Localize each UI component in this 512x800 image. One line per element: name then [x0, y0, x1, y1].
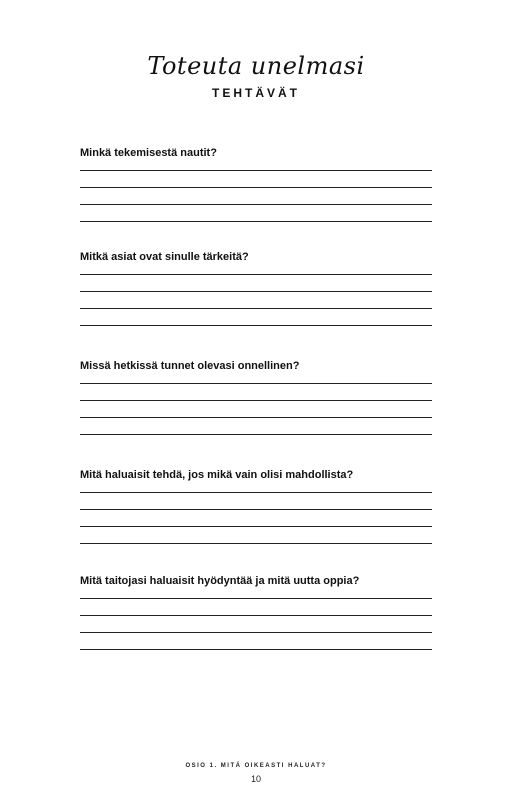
answer-lines	[80, 383, 432, 435]
question-text: Mitkä asiat ovat sinulle tärkeitä?	[80, 251, 249, 263]
question-section-2	[80, 250, 432, 342]
answer-line[interactable]	[80, 187, 432, 188]
question-text: Minkä tekemisestä nautit?	[80, 147, 217, 159]
question-text: Mitä taitojasi haluaisit hyödyntää ja mitä uutta oppia?	[80, 575, 360, 587]
answer-line[interactable]	[80, 649, 432, 650]
answer-line[interactable]	[80, 308, 432, 309]
answer-line[interactable]	[80, 615, 432, 616]
page-subtitle: TEHTÄVÄT	[212, 86, 300, 100]
answer-line[interactable]	[80, 509, 432, 510]
question-section-4	[80, 468, 432, 560]
question-text: Missä hetkissä tunnet olevasi onnellinen?	[80, 360, 300, 372]
footer-section-label: OSIO 1. MITÄ OIKEASTI HALUAT?	[185, 763, 327, 769]
answer-lines	[80, 274, 432, 326]
answer-line[interactable]	[80, 632, 432, 633]
answer-line[interactable]	[80, 383, 432, 384]
answer-lines	[80, 170, 432, 222]
answer-line[interactable]	[80, 291, 432, 292]
answer-line[interactable]	[80, 543, 432, 544]
page-title: Toteuta unelmasi	[147, 52, 365, 80]
answer-line[interactable]	[80, 598, 432, 599]
page-number: 10	[250, 774, 261, 784]
question-section-5	[80, 574, 432, 666]
answer-lines	[80, 598, 432, 650]
answer-line[interactable]	[80, 417, 432, 418]
answer-line[interactable]	[80, 325, 432, 326]
answer-line[interactable]	[80, 204, 432, 205]
answer-line[interactable]	[80, 274, 432, 275]
answer-lines	[80, 492, 432, 544]
answer-line[interactable]	[80, 526, 432, 527]
question-text: Mitä haluaisit tehdä, jos mikä vain olisi mahdollista?	[80, 469, 354, 481]
answer-line[interactable]	[80, 170, 432, 171]
question-section-1	[80, 146, 432, 238]
question-section-3	[80, 359, 432, 451]
answer-line[interactable]	[80, 434, 432, 435]
answer-line[interactable]	[80, 492, 432, 493]
answer-line[interactable]	[80, 400, 432, 401]
answer-line[interactable]	[80, 221, 432, 222]
